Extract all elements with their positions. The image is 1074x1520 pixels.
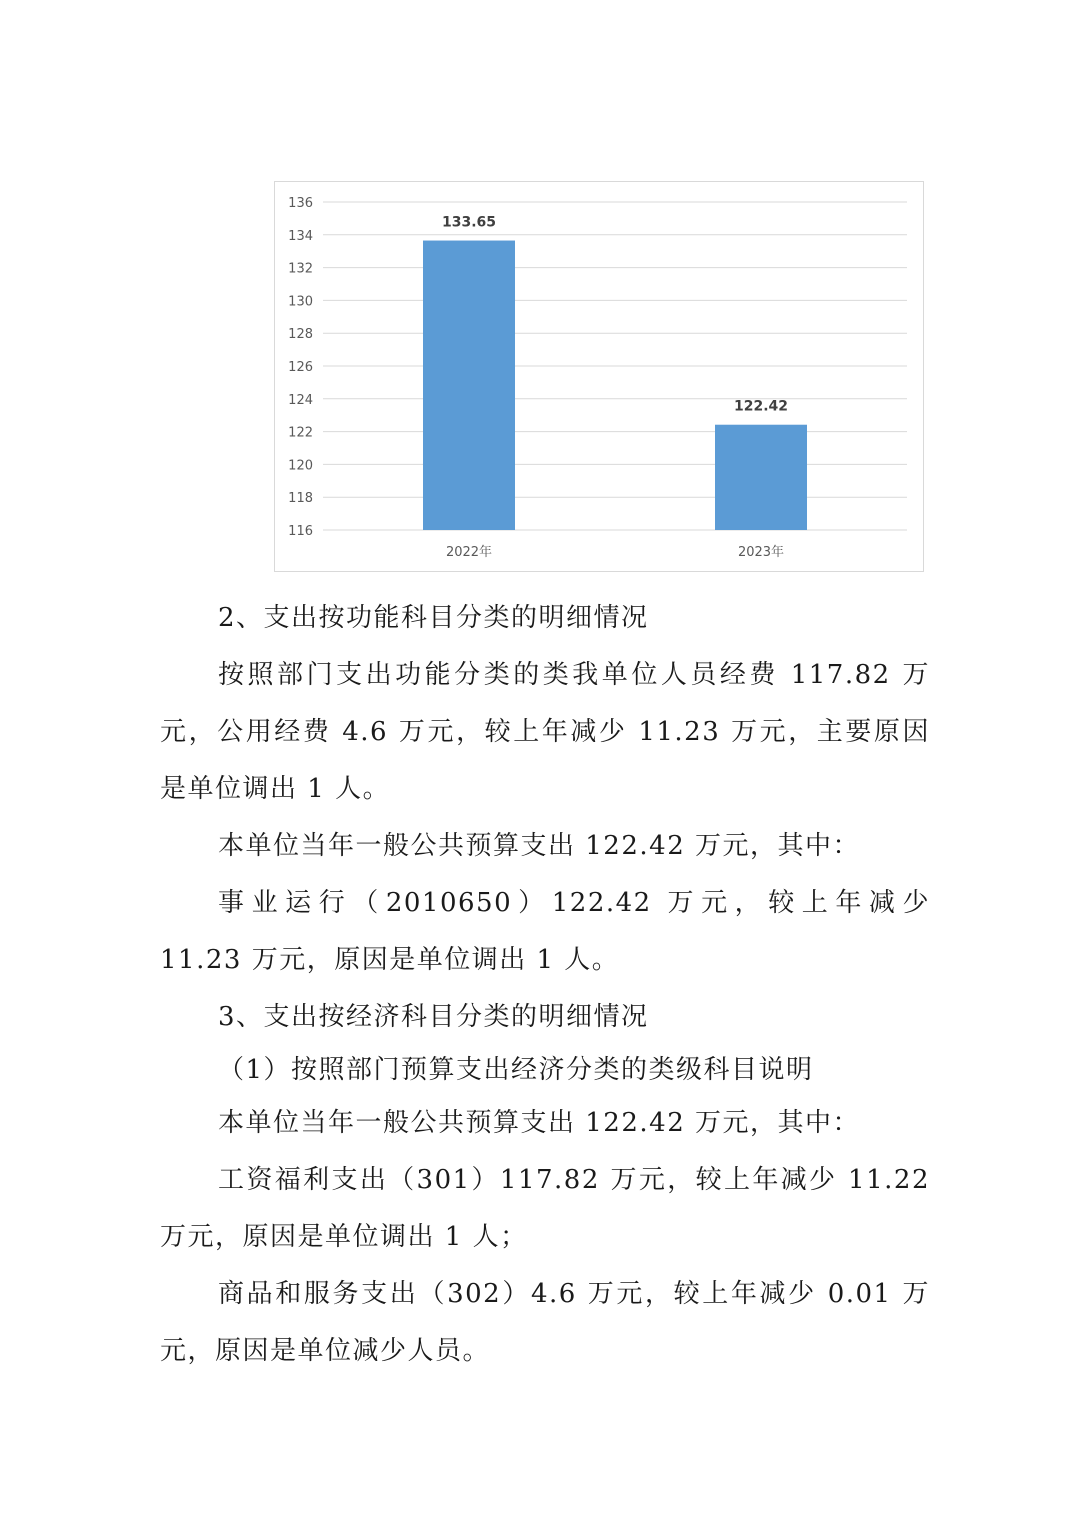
data-label: 122.42 [733,398,789,415]
data-label: 133.65 [441,214,497,231]
bar-1 [715,425,807,530]
x-tick-label: 2022年 [445,545,493,560]
document-body [160,590,930,1380]
y-tick-label: 128 [288,327,313,343]
paragraph-budget-total: 本单位当年一般公共预算支出 122.42 万元，其中： [218,831,861,861]
paragraph-wages-welfare: 工资福利支出（301）117.82 万元，较上年减少 11.22 万元，原因是单位调出 1 人； [160,1165,930,1252]
section-heading-economic: 3、支出按经济科目分类的明细情况 [218,1002,649,1032]
paragraph-functional-summary: 按照部门支出功能分类的类我单位人员经费 117.82 万元，公用经费 4.6 万元，较上年减少 11.23 万元，主要原因是单位调出 1 人。 [160,660,930,804]
y-tick-label: 134 [288,228,313,244]
y-tick-label: 124 [288,392,313,408]
y-tick-label: 136 [288,196,313,211]
paragraph-operation: 事业运行（2010650）122.42 万元，较上年减少 11.23 万元，原因是单位调出 1 人。 [160,888,930,975]
paragraph-budget-total-2: 本单位当年一般公共预算支出 122.42 万元，其中： [218,1108,861,1138]
y-tick-label: 116 [288,524,313,539]
bar-chart-svg [275,182,925,573]
y-tick-label: 126 [288,360,313,375]
subsection-heading-class-level: （1）按照部门预算支出经济分类的类级科目说明 [218,1055,814,1085]
x-tick-label: 2023年 [737,545,785,560]
paragraph-goods-services: 商品和服务支出（302）4.6 万元，较上年减少 0.01 万元，原因是单位减少人员。 [160,1279,930,1366]
y-tick-label: 120 [288,458,313,474]
bar-chart [274,181,924,572]
bar-0 [423,241,515,530]
y-tick-label: 132 [288,261,313,277]
y-tick-label: 130 [288,294,313,310]
y-tick-label: 118 [288,491,313,507]
section-heading-functional: 2、支出按功能科目分类的明细情况 [218,603,649,633]
y-tick-label: 122 [288,425,313,441]
